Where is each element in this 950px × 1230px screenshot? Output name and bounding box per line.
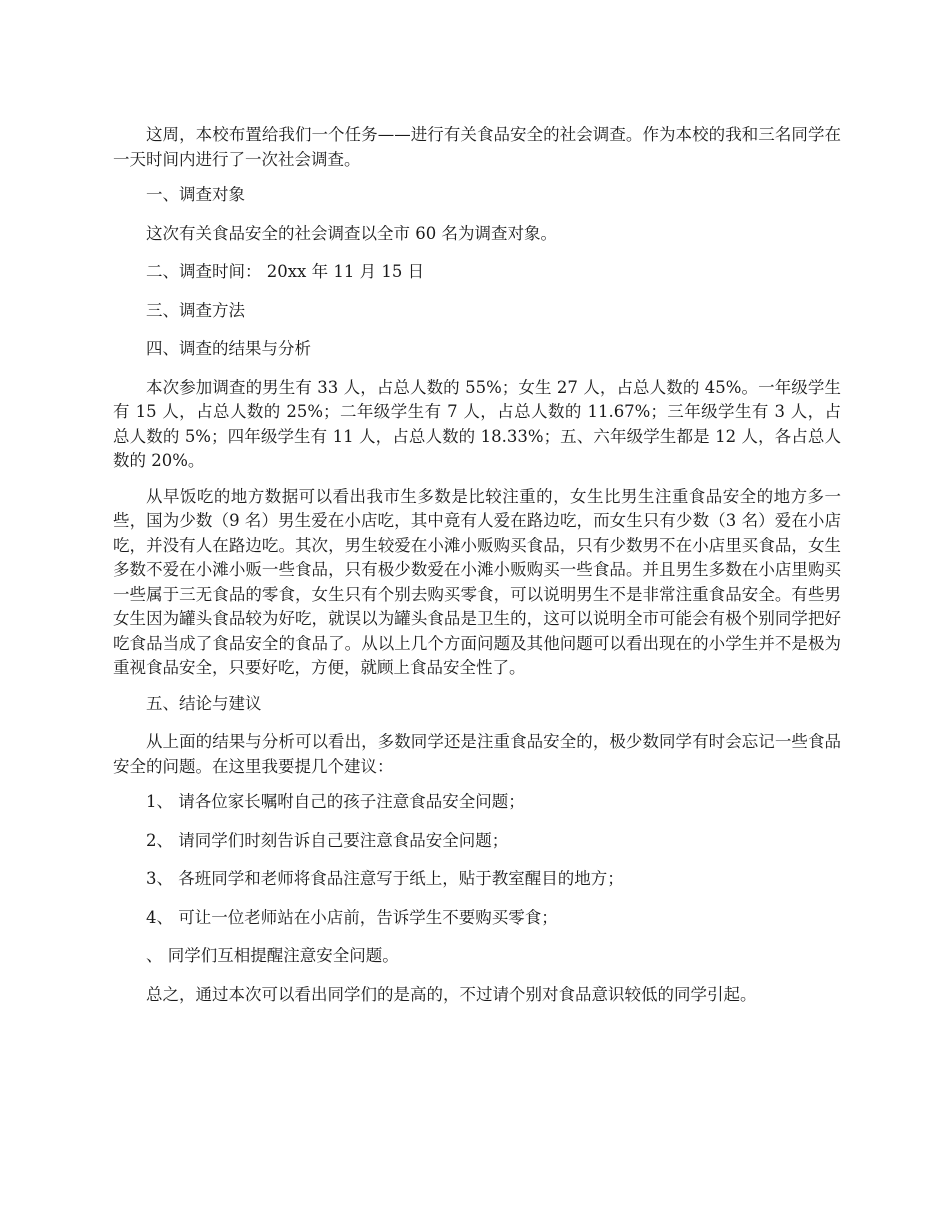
section-1-heading: 一、调查对象: [146, 185, 245, 204]
section-5-paragraph: 从上面的结果与分析可以看出，多数同学还是注重食品安全的，极少数同学有时会忘记一些食品安全的问题。在这里我要提几个建议：: [113, 732, 841, 776]
section-5-heading: 五、结论与建议: [146, 693, 262, 713]
intro-paragraph: 这周，本校布置给我们一个任务——进行有关食品安全的社会调查。作为本校的我和三名同学在一天时间内进行了一次社会调查。: [113, 125, 841, 169]
section-2-heading: 二、调查时间： 20xx 年 11 月 15 日: [146, 262, 425, 281]
section-1-text: 这次有关食品安全的社会调查以全市 60 名为调查对象。: [146, 223, 557, 243]
section-4-statistics-paragraph: 本次参加调查的男生有 33 人，占总人数的 55%；女生 27 人，占总人数的 45%。一年级学生有 15 人，占总人数的 25%；二年级学生有 7 人，占总人数的 11.67%；三年级学生有 3 人，占总人数的 5%；四年级学生有 11 人，占总人数的 18.33%；五、六年级学生都是 12 人，各占总人数的 20%。: [113, 377, 841, 470]
suggestion-item-4: 4、 可让一位老师站在小店前，告诉学生不要购买零食；: [146, 907, 558, 927]
section-3-heading: 三、调查方法: [146, 300, 245, 320]
section-4-analysis-paragraph: 从早饭吃的地方数据可以看出我市生多数是比较注重的，女生比男生注重食品安全的地方多一些，国为少数（9 名）男生爱在小店吃，其中竟有人爱在路边吃，而女生只有少数（3 名）爱在小店吃，并没有人在路边吃。其次，男生较爱在小滩小贩购买食品，只有少数男不在小店里买食品，女生多数不爱在小滩小贩一些食品，只有极少数爱在小滩小贩购买一些食品。并且男生多数在小店里购买一些属于三无食品的零食，女生只有个别去购买零食，可以说明男生不是非常注重食品安全。有些男女生因为罐头食品较为好吃，就误以为罐头食品是卫生的，这可以说明全市可能会有极个别同学把好吃食品当成了食品安全的食品了。从以上几个方面问题及其他问题可以看出现在的小学生并不是极为重视食品安全，只要好吃，方便，就顾上食品安全性了。: [113, 486, 841, 677]
suggestion-item-1: 1、 请各位家长嘱咐自己的孩子注意食品安全问题；: [146, 792, 525, 811]
section-4-heading: 四、调查的结果与分析: [146, 339, 311, 358]
document-page: [113, 123, 841, 1021]
suggestion-item-3: 3、 各班同学和老师将食品注意写于纸上，贴于教室醒目的地方；: [146, 869, 624, 888]
conclusion-paragraph: 总之，通过本次可以看出同学们的是高的，不过请个别对食品意识较低的同学引起。: [146, 984, 757, 1004]
suggestion-item-5: 、 同学们互相提醒注意安全问题。: [146, 946, 399, 965]
suggestion-item-2: 2、 请同学们时刻告诉自己要注意食品安全问题；: [146, 830, 509, 850]
